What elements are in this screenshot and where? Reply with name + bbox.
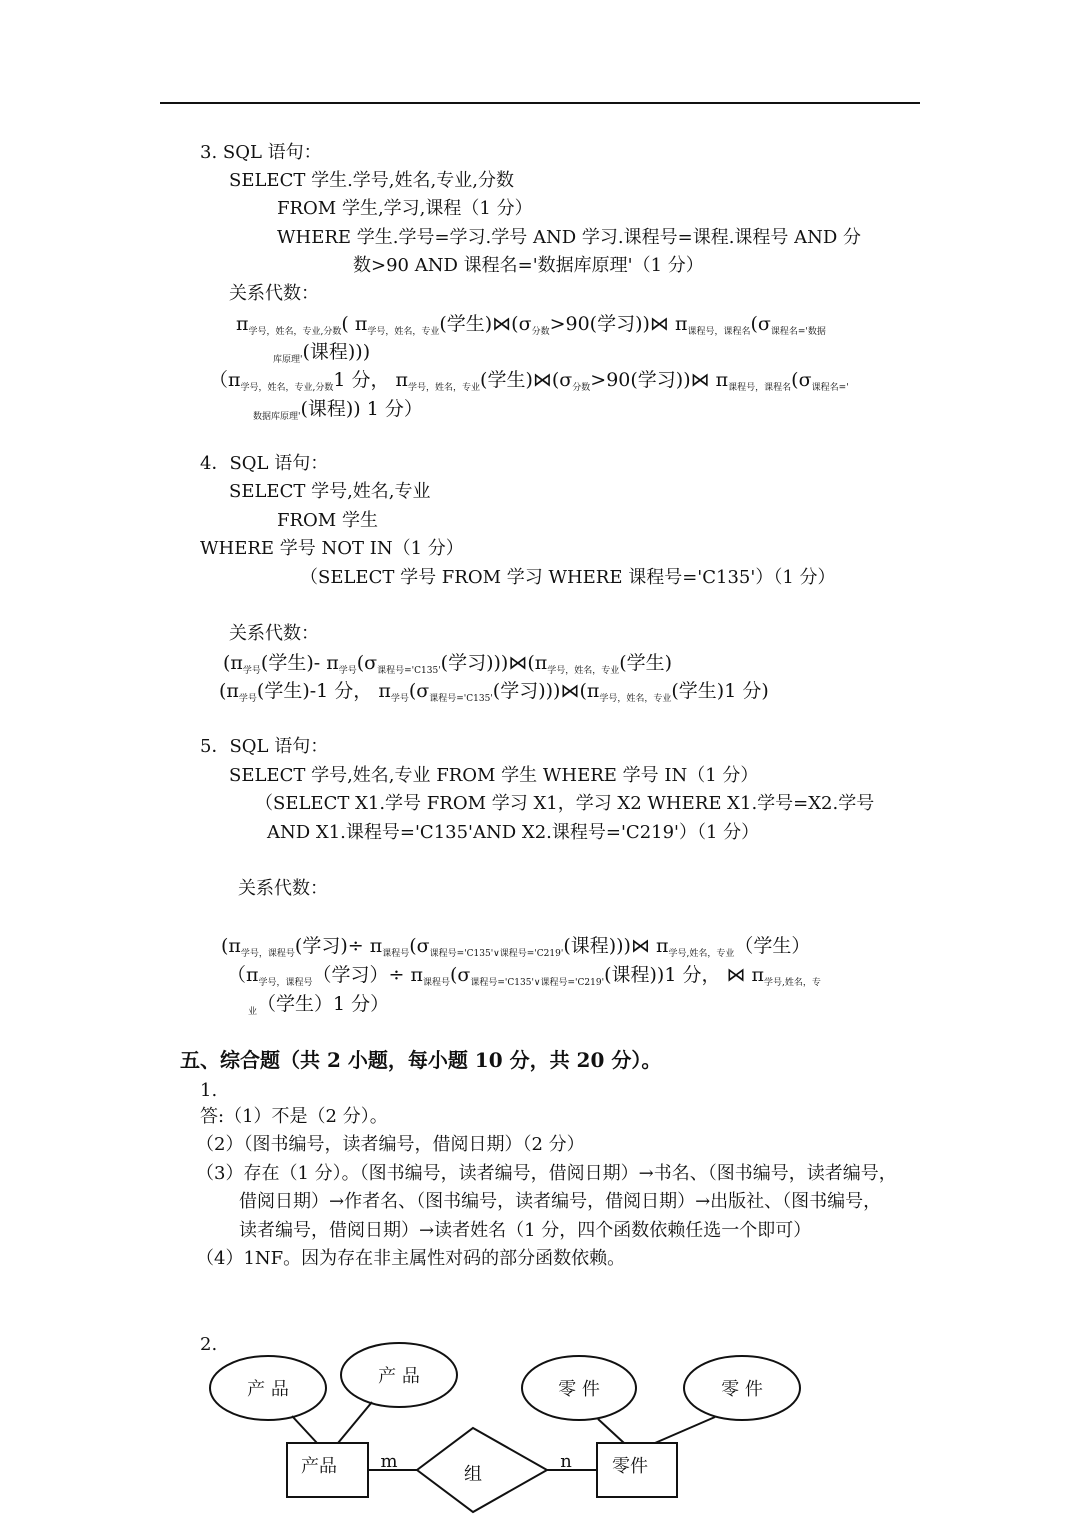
q5-heading: 5．SQL 语句： xyxy=(200,736,329,757)
entity-label-part: 零件 xyxy=(612,1456,648,1477)
q4-ra-expression-2: ($\pi_{学号}$(学生)-1 分， $\pi_{学号}(\sigma_{课程号='C135'}$(学习)))$⋈(\pi_{学号,姓名,专业}$(学生)1 分) xyxy=(219,680,769,704)
answer-line-5: 读者编号，借阅日期）→读者姓名（1 分，四个函数依赖任选一个即可） xyxy=(239,1220,812,1241)
edge-attr3-part xyxy=(598,1419,624,1443)
q4-sql-line-2: FROM 学生 xyxy=(277,510,378,531)
q5-sql-line-2: （SELECT X1.学号 FROM 学习 X1，学习 X2 WHERE X1.学号=X2.学号 xyxy=(255,793,875,814)
q4-sql-line-1: SELECT 学号,姓名,专业 xyxy=(229,481,431,502)
q1-number: 1. xyxy=(200,1080,218,1101)
q3-ra-expression-2a: （$\pi_{学号,姓名,专业,分数}1$ 分， $\pi_{学号,姓名,专业}$(学生)$⋈(\sigma_{分数}>90$(学习))⋈ $\pi_{课程号,课程名}(\sigma_{课程名='}$ xyxy=(209,369,849,393)
q5-ra-expression-2b: $_业$（学生）1 分） xyxy=(248,993,390,1017)
q3-ra-expression-1a: $\pi_{学号,姓名,专业,分数}$( $\pi_{学号,姓名,专业}$(学生)$⋈(\sigma_{分数}>90$(学习))⋈ $\pi_{课程号,课程名}(\sigma_{课程名='数据}$ xyxy=(236,313,826,337)
q5-ra-expression-2a: （$\pi_{学号,课程号}$（学习）÷ $\pi_{课程号}(\sigma_{课程号='C135'\vee 课程号='C219'}$(课程))1 分， ⋈ $\pi_{学号,姓名,专}$ xyxy=(227,964,821,988)
q4-sql-line-3: WHERE 学号 NOT IN（1 分） xyxy=(200,538,464,559)
q3-sql-line-1: SELECT 学生.学号,姓名,专业,分数 xyxy=(229,170,514,191)
q3-sql-line-3: WHERE 学生.学号=学习.学号 AND 学习.课程号=课程.课程号 AND 分 xyxy=(277,227,862,248)
relationship-label: 组 xyxy=(464,1464,482,1485)
entity-label-product: 产品 xyxy=(301,1456,337,1477)
edge-attr4-part xyxy=(655,1417,715,1443)
cardinality-n: n xyxy=(560,1451,572,1472)
q2-number: 2. xyxy=(200,1334,218,1355)
q5-ra-expression-1: ($\pi_{学号,课程号}$(学习)÷ $\pi_{课程号}(\sigma_{课程号='C135'\vee 课程号='C219'}$(课程)))⋈ $\pi_{学号,姓名,专业}$（学生） xyxy=(221,935,811,959)
q4-heading: 4．SQL 语句： xyxy=(200,453,329,474)
relationship-diamond xyxy=(417,1428,547,1512)
attribute-label-3: 零 件 xyxy=(558,1379,600,1400)
q5-ra-heading: 关系代数： xyxy=(238,878,328,899)
q3-ra-heading: 关系代数： xyxy=(229,283,319,304)
q3-ra-expression-2b: $_{数据库原理'}$(课程)) 1 分） xyxy=(253,398,423,422)
q4-ra-heading: 关系代数： xyxy=(229,623,319,644)
q3-sql-line-2: FROM 学生,学习,课程（1 分） xyxy=(277,198,533,219)
q3-sql-line-4: 数>90 AND 课程名='数据库原理'（1 分） xyxy=(353,255,704,276)
edge-attr2-product xyxy=(338,1402,372,1443)
q5-sql-line-1: SELECT 学号,姓名,专业 FROM 学生 WHERE 学号 IN（1 分） xyxy=(229,765,759,786)
q3-heading: 3. SQL 语句： xyxy=(200,142,322,163)
answer-line-1: 答:（1）不是（2 分）。 xyxy=(200,1106,388,1127)
attribute-label-2: 产 品 xyxy=(378,1366,420,1387)
q4-sql-line-4: （SELECT 学号 FROM 学习 WHERE 课程号='C135'）（1 分） xyxy=(300,567,836,588)
answer-line-4: 借阅日期）→作者名、（图书编号，读者编号，借阅日期）→出版社、（图书编号， xyxy=(239,1191,882,1212)
q3-ra-expression-1b: $_{库原理'}$(课程))) xyxy=(273,341,371,365)
edge-attr1-product xyxy=(292,1416,317,1443)
answer-line-3: （3）存在（1 分）。（图书编号，读者编号，借阅日期）→书名、（图书编号，读者编号， xyxy=(196,1163,897,1184)
attribute-label-4: 零 件 xyxy=(721,1379,763,1400)
cardinality-m: m xyxy=(380,1451,398,1472)
q4-ra-expression-1: ($\pi_{学号}$(学生)- $\pi_{学号}(\sigma_{课程号='C135'}$(学习)))$⋈(\pi_{学号,姓名,专业}$(学生) xyxy=(223,652,673,676)
attribute-label-1: 产 品 xyxy=(247,1379,289,1400)
q5-sql-line-3: AND X1.课程号='C135'AND X2.课程号='C219'）（1 分） xyxy=(267,822,760,843)
section-five-title: 五、综合题（共 2 小题，每小题 10 分，共 20 分）。 xyxy=(180,1048,662,1072)
answer-line-2: （2）（图书编号，读者编号，借阅日期）（2 分） xyxy=(196,1134,585,1155)
answer-line-6: （4）1NF。因为存在非主属性对码的部分函数依赖。 xyxy=(196,1248,626,1269)
